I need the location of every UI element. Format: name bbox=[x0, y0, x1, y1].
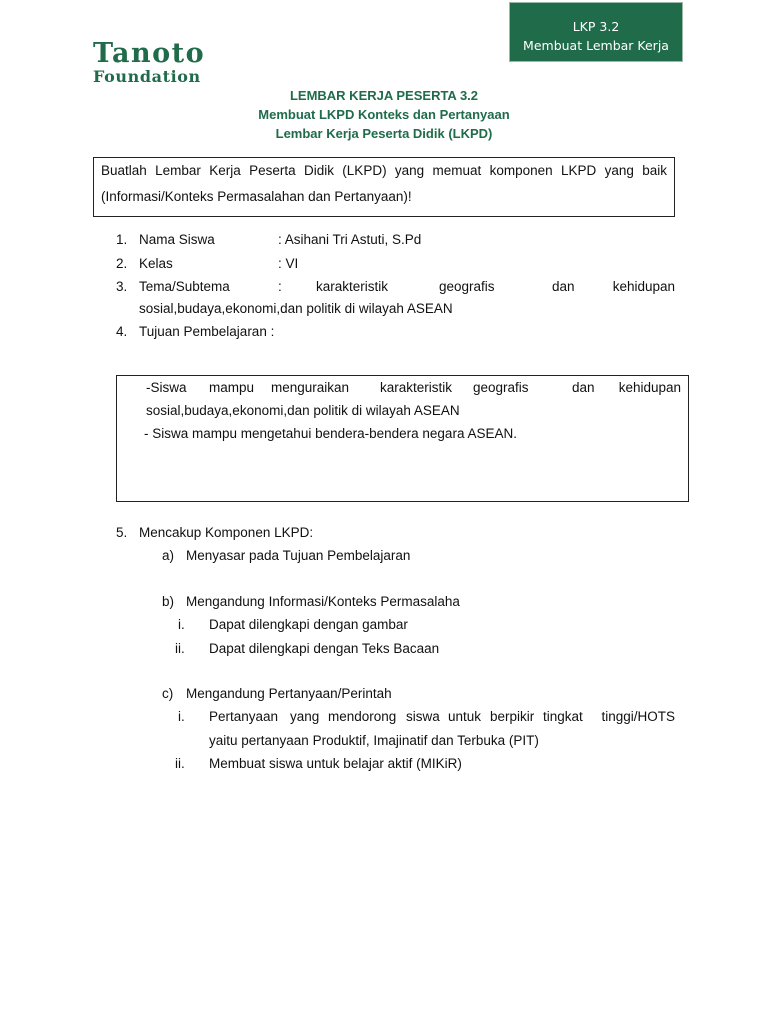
title-line-1: LEMBAR KERJA PESERTA 3.2 bbox=[289, 88, 479, 103]
list-text: Mengandung Pertanyaan/Perintah bbox=[186, 686, 392, 701]
lkp-badge bbox=[509, 2, 683, 62]
c-word: Pertanyaan bbox=[209, 709, 279, 724]
tujuan-word: -Siswa bbox=[146, 380, 187, 395]
document-title bbox=[0, 86, 768, 143]
field-colon: : bbox=[278, 279, 282, 294]
instruction-box: Buatlah Lembar Kerja Peserta Didik (LKPD) yang memuat komponen LKPD yang baik (Informasi/Konteks Permasalahan dan Pertanyaan)! bbox=[93, 157, 675, 217]
field-number: 5. bbox=[116, 525, 128, 540]
tujuan-line-3: - Siswa mampu mengetahui bendera-bendera negara ASEAN. bbox=[144, 426, 517, 441]
c-word: siswa bbox=[406, 709, 440, 724]
list-marker: i. bbox=[178, 617, 185, 632]
logo-line-1: Tanoto bbox=[93, 38, 206, 69]
field-number: 2. bbox=[116, 256, 128, 271]
list-marker: b) bbox=[162, 594, 175, 609]
list-text: Dapat dilengkapi dengan Teks Bacaan bbox=[209, 641, 440, 656]
c-word: untuk bbox=[448, 709, 482, 724]
tujuan-box bbox=[116, 375, 689, 502]
c-word: berpikir bbox=[490, 709, 535, 724]
field-tema-subtema bbox=[116, 278, 675, 322]
list-text: Dapat dilengkapi dengan gambar bbox=[209, 617, 408, 632]
title-line-2: Membuat LKPD Konteks dan Pertanyaan bbox=[258, 107, 510, 122]
c-line-2: yaitu pertanyaan Produktif, Imajinatif dan Terbuka (PIT) bbox=[209, 733, 539, 748]
c-word: yang bbox=[290, 709, 320, 724]
tanoto-foundation-logo bbox=[93, 40, 205, 86]
list-text: Mengandung Informasi/Konteks Permasalaha bbox=[186, 594, 460, 609]
list-marker: ii. bbox=[175, 756, 185, 771]
tema-word: dan bbox=[552, 279, 575, 294]
tema-word: kehidupan bbox=[612, 279, 675, 294]
list-marker: c) bbox=[162, 686, 174, 701]
field-label: Kelas bbox=[139, 256, 173, 271]
tujuan-line-2: sosial,budaya,ekonomi,dan politik di wilayah ASEAN bbox=[146, 403, 460, 418]
field-number: 4. bbox=[116, 324, 128, 339]
tujuan-word: mampu bbox=[209, 380, 255, 395]
field-value: : VI bbox=[278, 256, 299, 271]
list-text: Membuat siswa untuk belajar aktif (MIKiR) bbox=[209, 756, 462, 771]
badge-code: LKP 3.2 bbox=[572, 19, 620, 34]
tujuan-line-1 bbox=[146, 376, 681, 399]
tujuan-word: geografis bbox=[473, 380, 529, 395]
c-word: tingkat bbox=[543, 709, 583, 724]
list-marker: a) bbox=[162, 548, 175, 563]
field-label: Nama Siswa bbox=[139, 232, 215, 247]
tujuan-word: karakteristik bbox=[380, 380, 453, 395]
komponen-label: Mencakup Komponen LKPD: bbox=[139, 525, 314, 540]
list-text: Menyasar pada Tujuan Pembelajaran bbox=[186, 548, 411, 563]
list-marker: ii. bbox=[175, 641, 185, 656]
tujuan-word: kehidupan bbox=[618, 380, 681, 395]
c-word: tinggi/HOTS bbox=[601, 709, 675, 724]
field-value: : Asihani Tri Astuti, S.Pd bbox=[278, 232, 422, 247]
tujuan-word: menguraikan bbox=[271, 380, 350, 395]
tema-line-2: sosial,budaya,ekonomi,dan politik di wilayah ASEAN bbox=[139, 301, 453, 316]
field-number: 1. bbox=[116, 232, 128, 247]
list-marker: i. bbox=[178, 709, 185, 724]
komponen-c-item bbox=[178, 708, 675, 752]
title-line-3: Lembar Kerja Peserta Didik (LKPD) bbox=[275, 126, 493, 141]
field-number: 3. bbox=[116, 279, 128, 294]
tema-word: karakteristik bbox=[316, 279, 389, 294]
logo-line-2: Foundation bbox=[93, 67, 201, 86]
c-word: mendorong bbox=[328, 709, 397, 724]
badge-subtitle: Membuat Lembar Kerja bbox=[523, 38, 669, 53]
field-label: Tujuan Pembelajaran : bbox=[139, 324, 275, 339]
tema-word: geografis bbox=[439, 279, 495, 294]
field-label: Tema/Subtema bbox=[139, 279, 230, 294]
tujuan-word: dan bbox=[572, 380, 595, 395]
